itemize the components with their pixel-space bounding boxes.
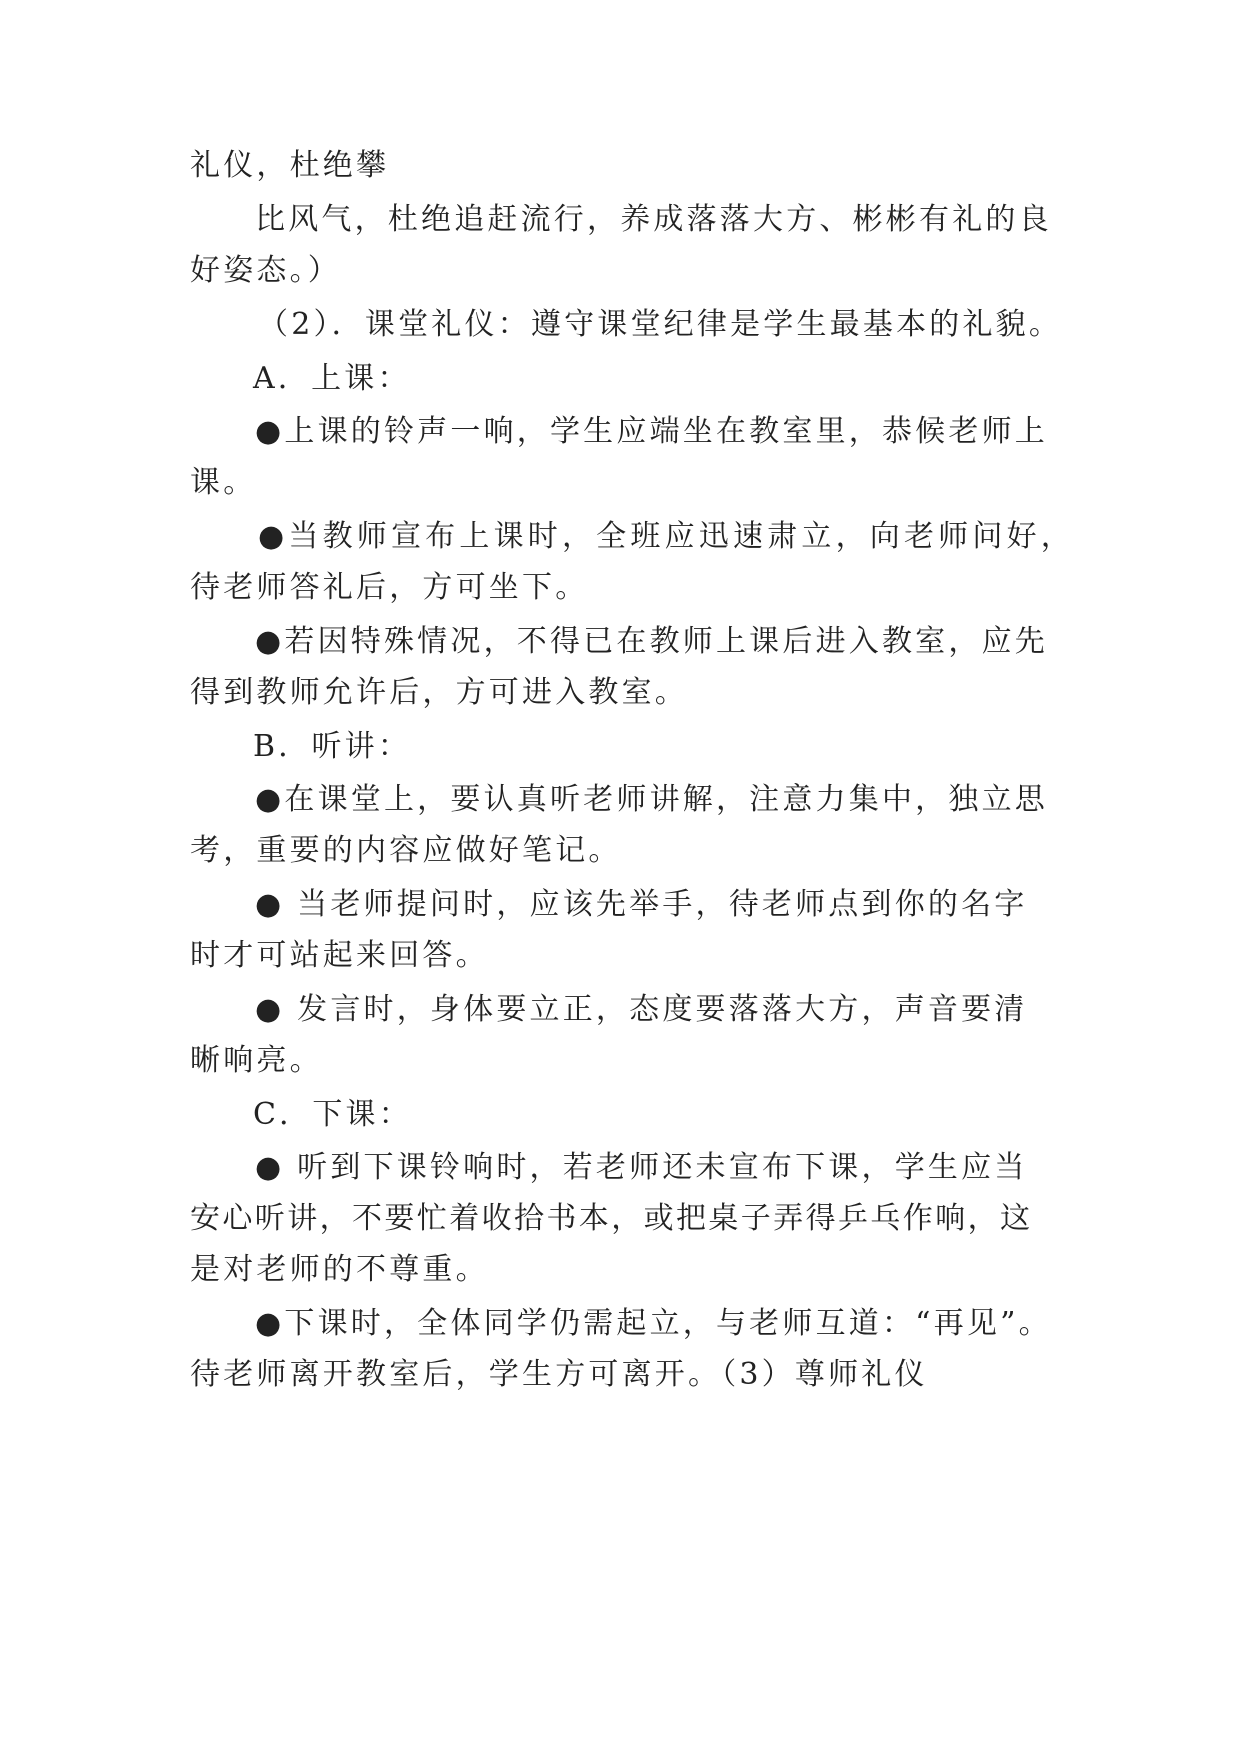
text-line: 晰响亮。 xyxy=(190,1043,323,1078)
bullet-item: ●当教师宣布上课时，全班应迅速肃立，向老师问好， xyxy=(258,519,1075,554)
subsection-heading: C．下课： xyxy=(253,1097,412,1132)
text-line: 课。 xyxy=(190,465,257,500)
section-heading: （2）．课堂礼仪：遵守课堂纪律是学生最基本的礼貌。 xyxy=(258,307,1063,342)
text-line: 得到教师允许后，方可进入教室。 xyxy=(190,675,688,710)
text-line: 礼仪，杜绝攀 xyxy=(190,148,390,183)
text-line: 好姿态。） xyxy=(190,253,341,288)
text-line: 待老师答礼后，方可坐下。 xyxy=(190,570,589,605)
bullet-item: ● 当老师提问时，应该先举手，待老师点到你的名字 xyxy=(255,887,1028,922)
text-line: 考，重要的内容应做好笔记。 xyxy=(190,833,622,868)
subsection-heading: B．听讲： xyxy=(253,729,412,764)
text-line: 比风气，杜绝追赶流行，养成落落大方、彬彬有礼的良 xyxy=(255,202,1052,237)
bullet-item: ●下课时，全体同学仍需起立，与老师互道：“再见”。 xyxy=(255,1306,1052,1341)
bullet-item: ●若因特殊情况，不得已在教师上课后进入教室，应先 xyxy=(255,624,1048,659)
text-line: 安心听讲，不要忙着收拾书本，或把桌子弄得乒乓作响，这 xyxy=(190,1201,1033,1236)
bullet-item: ●上课的铃声一响，学生应端坐在教室里，恭候老师上 xyxy=(255,414,1048,449)
bullet-item: ● 发言时，身体要立正，态度要落落大方，声音要清 xyxy=(255,992,1028,1027)
text-line: 是对老师的不尊重。 xyxy=(190,1252,489,1287)
bullet-item: ●在课堂上，要认真听老师讲解，注意力集中，独立思 xyxy=(255,782,1048,817)
text-line: 待老师离开教室后，学生方可离开。（3）尊师礼仪 xyxy=(190,1357,928,1392)
subsection-heading: A．上课： xyxy=(253,361,411,396)
text-line: 时才可站起来回答。 xyxy=(190,938,489,973)
bullet-item: ● 听到下课铃响时，若老师还未宣布下课，学生应当 xyxy=(255,1150,1028,1185)
